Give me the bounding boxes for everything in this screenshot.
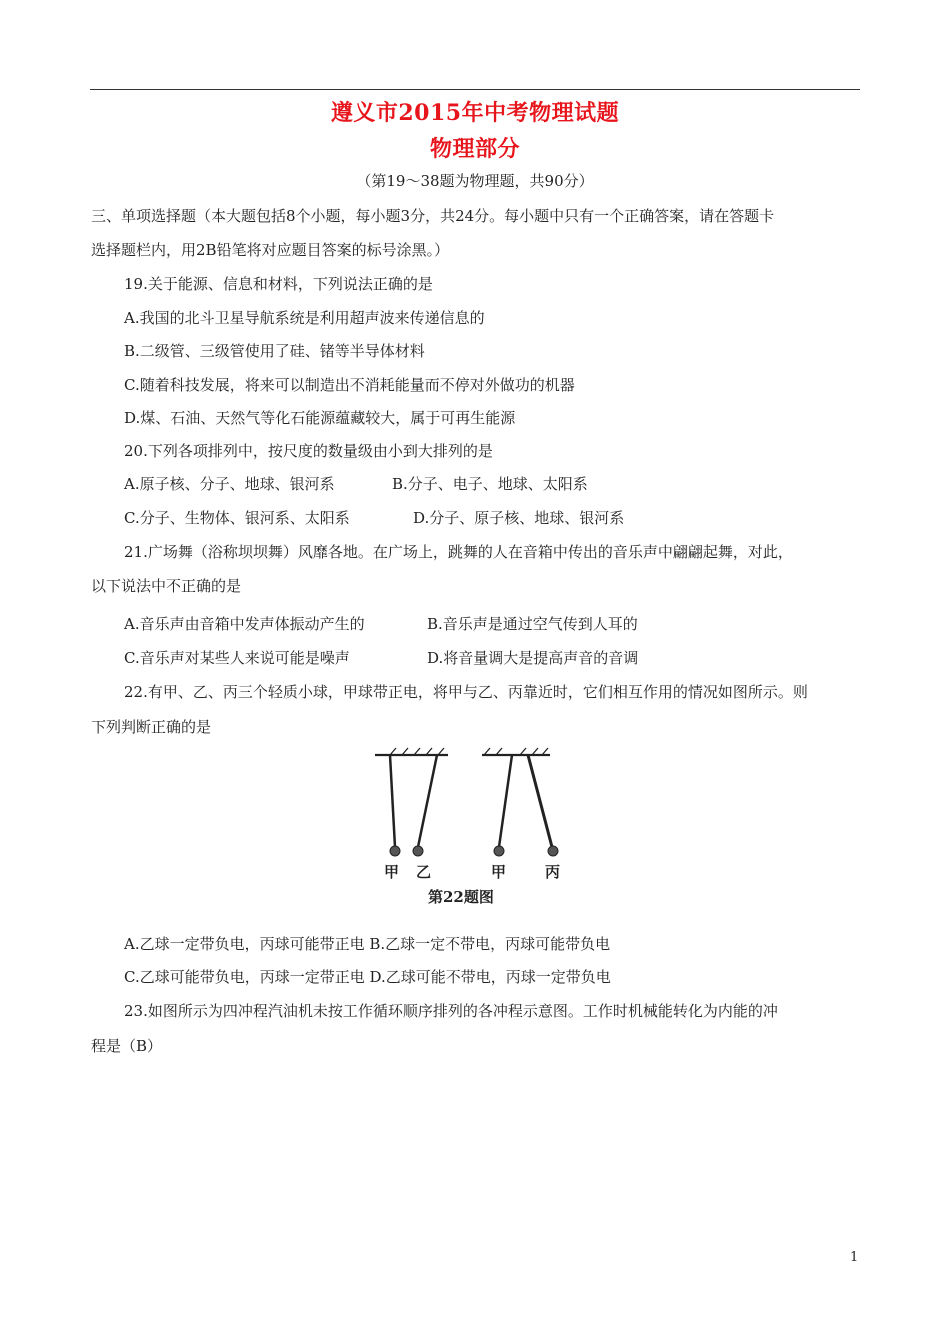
- thread-jia-right: [499, 755, 512, 847]
- label-bing: 丙: [545, 863, 561, 881]
- q20-stem: 20.下列各项排列中，按尺度的数量级由小到大排列的是: [124, 442, 493, 460]
- thread-yi: [418, 755, 437, 847]
- q20-option-d: D.分子、原子核、地球、银河系: [413, 509, 625, 527]
- label-yi: 乙: [416, 863, 432, 881]
- q21-option-b: B.音乐声是通过空气传到人耳的: [427, 615, 638, 633]
- q20-option-b: B.分子、电子、地球、太阳系: [392, 475, 588, 493]
- section-instruction-line1: 三、单项选择题（本大题包括8个小题，每小题3分，共24分。每小题中只有一个正确答案，请在答题卡: [91, 207, 775, 225]
- thread-bing: [528, 755, 552, 847]
- q21-option-c: C.音乐声对某些人来说可能是噪声: [124, 649, 350, 667]
- question-range-note: （第19～38题为物理题，共90分）: [356, 172, 594, 190]
- q21-stem-line1: 21.广场舞（浴称坝坝舞）风靡各地。在广场上，跳舞的人在音箱中传出的音乐声中翩翩起舞，对此，: [124, 543, 793, 561]
- q19-stem: 19.关于能源、信息和材料，下列说法正确的是: [124, 275, 433, 293]
- q23-stem-line2: 程是（B）: [91, 1037, 163, 1055]
- q22-stem-line1: 22.有甲、乙、丙三个轻质小球，甲球带正电，将甲与乙、丙靠近时，它们相互作用的情况如图所示。则: [124, 683, 808, 701]
- q22-options-ab: A.乙球一定带负电，丙球可能带正电 B.乙球一定不带电，丙球可能带负电: [124, 935, 611, 953]
- q21-stem-line2: 以下说法中不正确的是: [91, 577, 242, 595]
- exam-subtitle: 物理部分: [429, 136, 520, 162]
- ball-bing: [548, 846, 558, 856]
- q22-figure-pendulums: [360, 745, 590, 910]
- ball-yi: [413, 846, 423, 856]
- q22-stem-line2: 下列判断正确的是: [91, 718, 212, 736]
- q21-option-a: A.音乐声由音箱中发声体振动产生的: [124, 615, 365, 633]
- ball-jia-right: [494, 846, 504, 856]
- label-jia-right: 甲: [491, 863, 507, 881]
- exam-title: 遵义市2015年中考物理试题: [330, 100, 620, 126]
- page-number: 1: [850, 1250, 859, 1265]
- q20-option-c: C.分子、生物体、银河系、太阳系: [124, 509, 350, 527]
- ball-jia-left: [390, 846, 400, 856]
- q19-option-a: A.我国的北斗卫星导航系统是利用超声波来传递信息的: [124, 309, 485, 327]
- label-jia-left: 甲: [384, 863, 400, 881]
- q20-option-a: A.原子核、分子、地球、银河系: [124, 475, 335, 493]
- q22-options-cd: C.乙球可能带负电，丙球一定带正电 D.乙球可能不带电，丙球一定带负电: [124, 968, 611, 986]
- q21-option-d: D.将音量调大是提高声音的音调: [427, 649, 639, 667]
- q23-stem-line1: 23.如图所示为四冲程汽油机未按工作循环顺序排列的各冲程示意图。工作时机械能转化为内能的冲: [124, 1002, 778, 1020]
- q19-option-c: C.随着科技发展，将来可以制造出不消耗能量而不停对外做功的机器: [124, 376, 575, 394]
- q19-option-b: B.二级管、三级管使用了硅、锗等半导体材料: [124, 342, 425, 360]
- header-rule: [90, 89, 860, 90]
- figure-caption: 第22题图: [428, 888, 494, 906]
- thread-jia-left: [390, 755, 395, 847]
- q19-option-d: D.煤、石油、天然气等化石能源蕴藏较大，属于可再生能源: [124, 409, 516, 427]
- section-instruction-line2: 选择题栏内，用2B铅笔将对应题目答案的标号涂黑。）: [91, 241, 450, 259]
